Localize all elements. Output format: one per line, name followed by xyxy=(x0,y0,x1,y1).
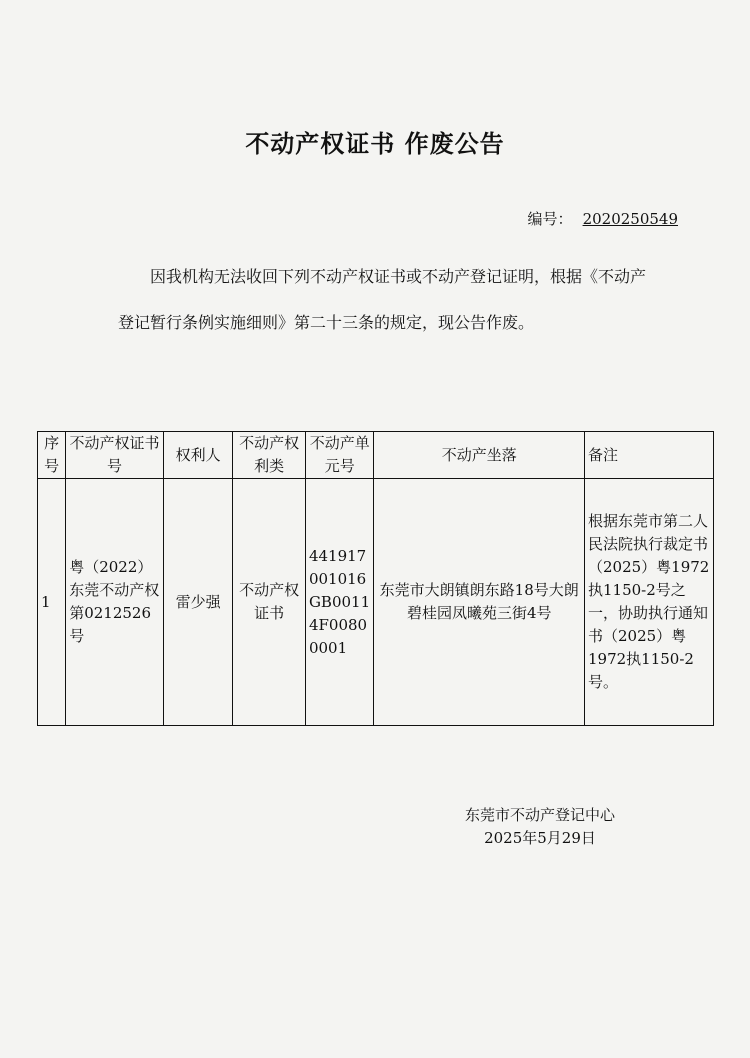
header-cert-no: 不动产权证书号 xyxy=(66,432,164,479)
table-row xyxy=(38,479,714,726)
header-remark: 备注 xyxy=(585,432,714,479)
cell-seq: 1 xyxy=(38,479,66,726)
cell-right-type: 不动产权证书 xyxy=(233,479,306,726)
issue-date: 2025年5月29日 xyxy=(484,829,596,847)
cell-location: 东莞市大朗镇朗东路18号大朗碧桂园凤曦苑三街4号 xyxy=(374,479,585,726)
cell-remark: 根据东莞市第二人民法院执行裁定书（2025）粤1972执1150-2号之一，协助执行通知书（2025）粤1972执1150-2号。 xyxy=(585,479,714,726)
header-holder: 权利人 xyxy=(163,432,233,479)
certificate-table xyxy=(37,431,714,726)
cell-unit-no: 441917001016GB00114F00800001 xyxy=(305,479,374,726)
issuer-block xyxy=(440,804,640,850)
header-location: 不动产坐落 xyxy=(374,432,585,479)
page-title: 不动产权证书 作废公告 xyxy=(245,130,505,158)
paragraph-text: 因我机构无法收回下列不动产权证书或不动产登记证明，根据《不动产登记暂行条例实施细则》第二十三条的规定，现公告作废。 xyxy=(118,267,647,332)
document-number xyxy=(528,208,678,229)
table-header-row xyxy=(38,432,714,479)
number-label: 编号： xyxy=(527,210,573,228)
header-unit-no: 不动产单元号 xyxy=(305,432,374,479)
header-seq: 序号 xyxy=(38,432,66,479)
header-right-type: 不动产权利类 xyxy=(233,432,306,479)
announcement-paragraph xyxy=(118,254,658,346)
number-value: 2020250549 xyxy=(582,210,678,228)
cell-holder: 雷少强 xyxy=(163,479,233,726)
cell-cert-no: 粤（2022）东莞不动产权第0212526号 xyxy=(66,479,164,726)
issuer-name: 东莞市不动产登记中心 xyxy=(464,806,615,824)
